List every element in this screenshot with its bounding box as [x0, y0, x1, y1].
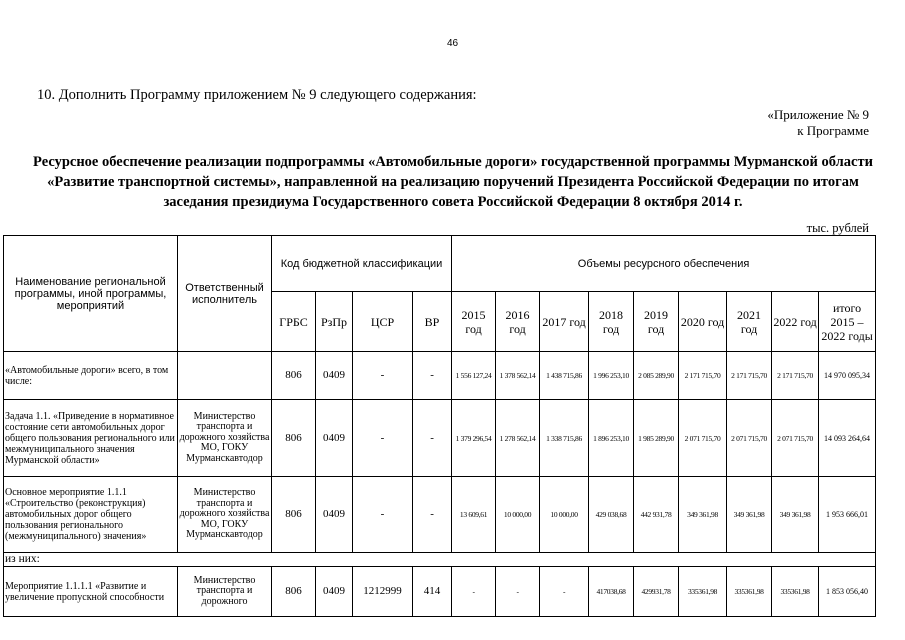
row-grbs: 806: [272, 567, 316, 617]
row-total: 1 853 056,40: [819, 567, 876, 617]
units-label: тыс. рублей: [806, 221, 869, 235]
row-value: -: [452, 567, 496, 617]
row-grbs: 806: [272, 400, 316, 477]
row-value: 1 896 253,10: [589, 400, 634, 477]
row-value: 1 556 127,24: [452, 352, 496, 400]
row-rzpr: 0409: [316, 477, 353, 553]
header-name: Наименование региональной программы, иной программы, мероприятий: [4, 236, 178, 352]
row-value: 429 038,68: [589, 477, 634, 553]
row-vr: 414: [413, 567, 452, 617]
table-row: [4, 567, 876, 617]
header-year: 2020 год: [679, 292, 727, 352]
header-year: 2019 год: [634, 292, 679, 352]
appendix-line-2: к Программе: [797, 123, 869, 138]
appendix-note: [767, 107, 869, 139]
row-value: 2 171 715,70: [727, 352, 772, 400]
row-total: 14 970 095,34: [819, 352, 876, 400]
header-year: 2015 год: [452, 292, 496, 352]
row-name: Основное мероприятие 1.1.1 «Строительство (реконструкция) автомобильных дорог общего пользования регионального (межмуниципального) значения»: [4, 477, 178, 553]
header-code-grbs: ГРБС: [272, 292, 316, 352]
header-code-csr: ЦСР: [353, 292, 413, 352]
row-value: 442 931,78: [634, 477, 679, 553]
row-rzpr: 0409: [316, 567, 353, 617]
row-value: 10 000,00: [496, 477, 540, 553]
row-value: 335361,98: [772, 567, 819, 617]
item-text: 10. Дополнить Программу приложением № 9 следующего содержания:: [37, 87, 477, 103]
page-number: 46: [446, 38, 459, 49]
row-value: 349 361,98: [772, 477, 819, 553]
header-row-1: [4, 236, 876, 292]
row-value: -: [496, 567, 540, 617]
row-value: 1 996 253,10: [589, 352, 634, 400]
appendix-line-1: «Приложение № 9: [767, 107, 869, 122]
row-name: Мероприятие 1.1.1.1 «Развитие и увеличение пропускной способности: [4, 567, 178, 617]
row-value: 2 171 715,70: [772, 352, 819, 400]
header-volumes: Объемы ресурсного обеспечения: [452, 236, 876, 292]
row-value: 2 171 715,70: [679, 352, 727, 400]
row-total: 1 953 666,01: [819, 477, 876, 553]
row-value: 1 378 562,14: [496, 352, 540, 400]
table-row: [4, 553, 876, 567]
header-code-vr: ВР: [413, 292, 452, 352]
row-responsible: [178, 352, 272, 400]
row-value: 2 085 289,90: [634, 352, 679, 400]
row-value: 429931,78: [634, 567, 679, 617]
header-responsible: Ответственный исполнитель: [178, 236, 272, 352]
row-responsible: Министерство транспорта и дорожного хозяйства МО, ГОКУ Мурманскавтодор: [178, 400, 272, 477]
row-value: 349 361,98: [679, 477, 727, 553]
row-rzpr: 0409: [316, 352, 353, 400]
row-value: 417038,68: [589, 567, 634, 617]
row-value: 2 071 715,70: [772, 400, 819, 477]
table-row: [4, 352, 876, 400]
row-csr: -: [353, 477, 413, 553]
row-responsible: Министерство транспорта и дорожного: [178, 567, 272, 617]
header-year: 2022 год: [772, 292, 819, 352]
row-name: Задача 1.1. «Приведение в нормативное состояние сети автомобильных дорог общего пользования регионального или межмуниципального значения Мурманской области»: [4, 400, 178, 477]
row-name: «Автомобильные дороги» всего, в том числе:: [4, 352, 178, 400]
table-row: [4, 400, 876, 477]
of-which-label: из них:: [4, 553, 876, 567]
row-vr: -: [413, 400, 452, 477]
row-value: 2 071 715,70: [679, 400, 727, 477]
row-value: 335361,98: [679, 567, 727, 617]
header-year: 2016 год: [496, 292, 540, 352]
row-value: 349 361,98: [727, 477, 772, 553]
row-value: 10 000,00: [540, 477, 589, 553]
row-value: -: [540, 567, 589, 617]
table-row: [4, 477, 876, 553]
row-value: 1 278 562,14: [496, 400, 540, 477]
row-value: 2 071 715,70: [727, 400, 772, 477]
row-value: 1 985 289,90: [634, 400, 679, 477]
header-total: итого 2015 – 2022 годы: [819, 292, 876, 352]
header-year: 2017 год: [540, 292, 589, 352]
row-responsible: Министерство транспорта и дорожного хозяйства МО, ГОКУ Мурманскавтодор: [178, 477, 272, 553]
header-year: 2018 год: [589, 292, 634, 352]
header-budget-codes: Код бюджетной классификации: [272, 236, 452, 292]
row-csr: -: [353, 400, 413, 477]
row-value: 1 438 715,86: [540, 352, 589, 400]
row-value: 335361,98: [727, 567, 772, 617]
row-csr: 1212999: [353, 567, 413, 617]
row-value: 1 379 296,54: [452, 400, 496, 477]
row-grbs: 806: [272, 477, 316, 553]
row-vr: -: [413, 477, 452, 553]
row-csr: -: [353, 352, 413, 400]
header-code-rzpr: РзПр: [316, 292, 353, 352]
row-grbs: 806: [272, 352, 316, 400]
document-title: Ресурсное обеспечение реализации подпрограммы «Автомобильные дороги» государственной программы Мурманской области «Развитие транспортной системы», направленной на реализацию поручений Президента Российской Федерации по итогам заседания президиума Государственного совета Российской Федерации 8 октября 2014 г.: [33, 154, 873, 210]
row-total: 14 093 264,64: [819, 400, 876, 477]
row-rzpr: 0409: [316, 400, 353, 477]
header-year: 2021 год: [727, 292, 772, 352]
resource-table: [3, 235, 876, 617]
row-value: 1 338 715,86: [540, 400, 589, 477]
row-value: 13 609,61: [452, 477, 496, 553]
row-vr: -: [413, 352, 452, 400]
